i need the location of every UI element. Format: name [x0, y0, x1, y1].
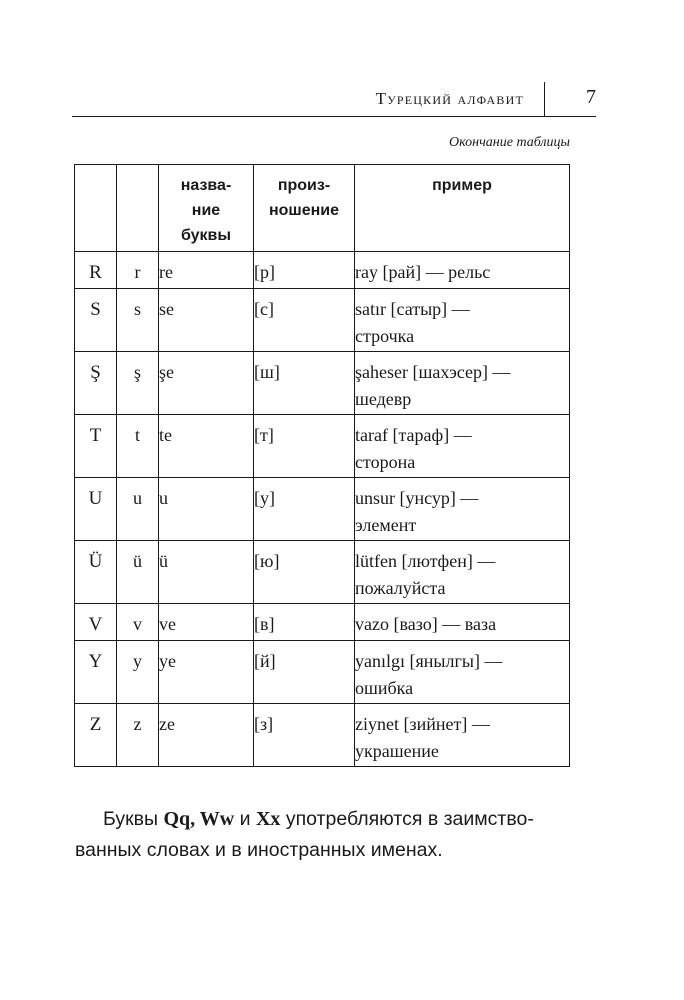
table-caption: Окончание таблицы — [449, 135, 570, 150]
letter-example — [355, 415, 570, 478]
letter-lowercase: y — [117, 641, 159, 704]
note-text: и — [234, 808, 256, 830]
letter-example — [355, 252, 570, 289]
table-body — [75, 252, 570, 767]
letter-pronunciation: [с] — [254, 289, 355, 352]
example-line: элемент — [355, 515, 417, 535]
letter-name: te — [159, 415, 254, 478]
example-line: ошибка — [355, 678, 414, 698]
example-line: unsur [унсур] — — [355, 488, 479, 508]
letter-uppercase: Ü — [75, 541, 117, 604]
table-header-row — [75, 165, 570, 252]
letter-uppercase: R — [75, 252, 117, 289]
letter-example — [355, 352, 570, 415]
col-header-upper — [75, 165, 117, 252]
running-header — [72, 80, 596, 114]
table-row — [75, 352, 570, 415]
letter-lowercase: v — [117, 604, 159, 641]
letter-pronunciation: [з] — [254, 704, 355, 767]
example-line: vazo [вазо] — ваза — [355, 614, 497, 634]
letter-lowercase: z — [117, 704, 159, 767]
letter-example — [355, 541, 570, 604]
letter-uppercase: Ş — [75, 352, 117, 415]
table-row — [75, 289, 570, 352]
letter-name: re — [159, 252, 254, 289]
letter-pronunciation: [у] — [254, 478, 355, 541]
letter-lowercase: ü — [117, 541, 159, 604]
example-line: украшение — [355, 741, 439, 761]
letter-name: ye — [159, 641, 254, 704]
table-row — [75, 704, 570, 767]
col-header-lower — [117, 165, 159, 252]
note-letters-x: Xx — [255, 808, 281, 830]
letter-pronunciation: [т] — [254, 415, 355, 478]
letter-lowercase: u — [117, 478, 159, 541]
table-row — [75, 252, 570, 289]
letter-uppercase: Z — [75, 704, 117, 767]
letter-pronunciation: [р] — [254, 252, 355, 289]
letter-lowercase: t — [117, 415, 159, 478]
header-title: Турецкий алфавит — [375, 89, 524, 108]
example-line: пожалуйста — [355, 578, 446, 598]
letter-name: ze — [159, 704, 254, 767]
example-line: шедевр — [355, 389, 412, 409]
letter-name: ü — [159, 541, 254, 604]
example-line: ziynet [зийнет] — — [355, 714, 490, 734]
table-row — [75, 478, 570, 541]
alphabet-table — [74, 164, 570, 767]
letter-lowercase: r — [117, 252, 159, 289]
example-line: taraf [тараф] — — [355, 425, 472, 445]
letter-name: u — [159, 478, 254, 541]
example-line: şaheser [шахэсер] — — [355, 362, 511, 382]
note-paragraph — [75, 803, 590, 866]
letter-example — [355, 478, 570, 541]
col-header-example: пример — [355, 165, 570, 252]
letter-pronunciation: [ш] — [254, 352, 355, 415]
col-header-pronunciation: произ- ношение — [254, 165, 355, 252]
note-line-2: ванных словах и в иностранных именах. — [75, 839, 443, 862]
page-number: 7 — [586, 86, 596, 108]
letter-pronunciation: [в] — [254, 604, 355, 641]
example-line: сторона — [355, 452, 416, 472]
letter-uppercase: V — [75, 604, 117, 641]
col-header-name: назва- ние буквы — [159, 165, 254, 252]
letter-uppercase: T — [75, 415, 117, 478]
letter-uppercase: S — [75, 289, 117, 352]
header-separator — [544, 82, 545, 116]
letter-lowercase: ş — [117, 352, 159, 415]
letter-example — [355, 704, 570, 767]
header-rule — [72, 116, 596, 117]
letter-name: ve — [159, 604, 254, 641]
example-line: строчка — [355, 326, 415, 346]
table-row — [75, 604, 570, 641]
example-line: lütfen [лютфен] — — [355, 551, 496, 571]
letter-example — [355, 604, 570, 641]
table-row — [75, 415, 570, 478]
note-text: употребляются в заимство- — [280, 808, 534, 830]
table-row — [75, 641, 570, 704]
letter-pronunciation: [ю] — [254, 541, 355, 604]
letter-pronunciation: [й] — [254, 641, 355, 704]
note-text: Буквы — [103, 808, 164, 830]
example-line: ray [рай] — рельс — [355, 262, 491, 282]
letter-name: se — [159, 289, 254, 352]
letter-uppercase: U — [75, 478, 117, 541]
example-line: yanılgı [янылгы] — — [355, 651, 503, 671]
letter-lowercase: s — [117, 289, 159, 352]
table-row — [75, 541, 570, 604]
letter-example — [355, 641, 570, 704]
example-line: satır [сатыр] — — [355, 299, 470, 319]
letter-example — [355, 289, 570, 352]
letter-uppercase: Y — [75, 641, 117, 704]
letter-name: şe — [159, 352, 254, 415]
note-line-1 — [75, 803, 590, 835]
note-letters-qw: Qq, Ww — [163, 808, 235, 830]
